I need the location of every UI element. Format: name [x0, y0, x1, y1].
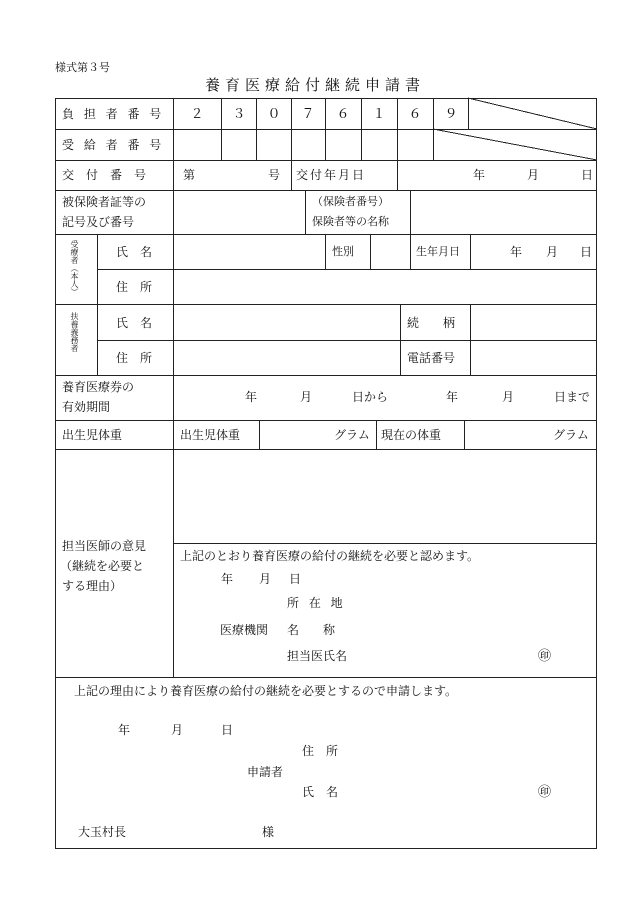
validity-month-from: 月: [300, 390, 313, 404]
birth-month: 月: [546, 245, 559, 259]
applicant-label: 申請者: [247, 765, 284, 779]
institution-label: 医療機関: [220, 623, 269, 637]
issue-date-label: 交付年月日: [296, 168, 367, 182]
birth-day: 日: [580, 245, 593, 259]
institution-location-label: 所 在 地: [287, 596, 346, 610]
burden-digit: ６: [336, 107, 350, 122]
birth-date-label: 生年月日: [416, 245, 460, 258]
sex-label: 性別: [332, 245, 354, 258]
burden-digit: ７: [301, 107, 315, 122]
addressee-honorific: 様: [262, 825, 275, 839]
issue-day: 日: [581, 168, 594, 182]
validity-year-until: 年: [446, 390, 459, 404]
doctor-year: 年: [221, 572, 234, 586]
application-day: 日: [221, 723, 234, 737]
institution-name-label: 名 称: [287, 623, 336, 637]
burden-digit: ２: [190, 107, 204, 122]
current-weight-unit: グラム: [553, 428, 589, 442]
issue-number-label: 交 付 番 号: [62, 168, 147, 182]
insurer-number-label: （保険者番号）: [312, 195, 389, 208]
doctor-month: 月: [259, 572, 272, 586]
guardian-group-label: 扶養義務者: [70, 312, 79, 352]
weight-label: 出生児体重: [62, 428, 123, 442]
application-year: 年: [118, 723, 131, 737]
recipient-number-label: 受 給 者 番 号: [62, 138, 165, 152]
current-weight-label: 現在の体重: [381, 428, 442, 442]
application-statement: 上記の理由により養育医療の給付の継続を必要とするので申請します。: [74, 684, 458, 698]
guardian-address-label: 住 所: [116, 351, 153, 365]
birth-weight-unit: グラム: [334, 428, 370, 442]
burden-digit: ６: [408, 107, 422, 122]
issue-year: 年: [473, 168, 486, 182]
validity-from: 日から: [352, 390, 389, 404]
validity-label-line1: 養育医療券の: [62, 380, 135, 394]
burden-number-label: 負 担 者 番 号: [62, 107, 165, 121]
form-title: 養育医療給付継続申請書: [204, 76, 425, 94]
phone-label: 電話番号: [407, 351, 456, 365]
doctor-opinion-label-line2: （継続を必要と: [60, 559, 145, 573]
issue-month: 月: [527, 168, 540, 182]
insurance-label-line2: 記号及び番号: [62, 215, 135, 229]
burden-digit: ９: [444, 107, 458, 122]
doctor-statement: 上記のとおり養育医療の給付の継続を必要と認めます。: [180, 549, 480, 563]
doctor-day: 日: [289, 572, 302, 586]
form-number: 様式第３号: [55, 61, 110, 74]
applicant-name-label: 氏 名: [302, 785, 339, 799]
doctor-opinion-label-line1: 担当医師の意見: [62, 539, 147, 553]
applicant-address-label: 住 所: [302, 744, 339, 758]
insurer-name-label: 保険者等の名称: [312, 215, 389, 228]
validity-label-line2: 有効期間: [62, 400, 111, 414]
burden-digit: １: [372, 107, 386, 122]
issue-go: 号: [268, 168, 281, 182]
insurance-label-line1: 被保険者証等の: [62, 195, 147, 209]
recipient-address-label: 住 所: [116, 280, 153, 294]
validity-until: 日まで: [554, 390, 591, 404]
validity-year-from: 年: [245, 390, 258, 404]
applicant-seal: ㊞: [538, 785, 552, 800]
birth-year: 年: [510, 245, 523, 259]
burden-digit: ０: [267, 107, 281, 122]
doctor-opinion-label-line3: する理由）: [62, 579, 123, 593]
recipient-name-label: 氏 名: [116, 245, 153, 259]
relation-label: 続 柄: [407, 316, 456, 330]
addressee: 大玉村長: [78, 825, 127, 839]
birth-weight-label: 出生児体重: [180, 428, 241, 442]
application-month: 月: [171, 723, 184, 737]
doctor-name-label: 担当医氏名: [287, 649, 348, 663]
recipient-group-label: 受療者（本人）: [70, 240, 79, 296]
burden-digit: ３: [232, 107, 246, 122]
validity-month-until: 月: [502, 390, 515, 404]
guardian-name-label: 氏 名: [116, 316, 153, 330]
issue-dai: 第: [183, 168, 196, 182]
doctor-seal: ㊞: [538, 649, 552, 664]
